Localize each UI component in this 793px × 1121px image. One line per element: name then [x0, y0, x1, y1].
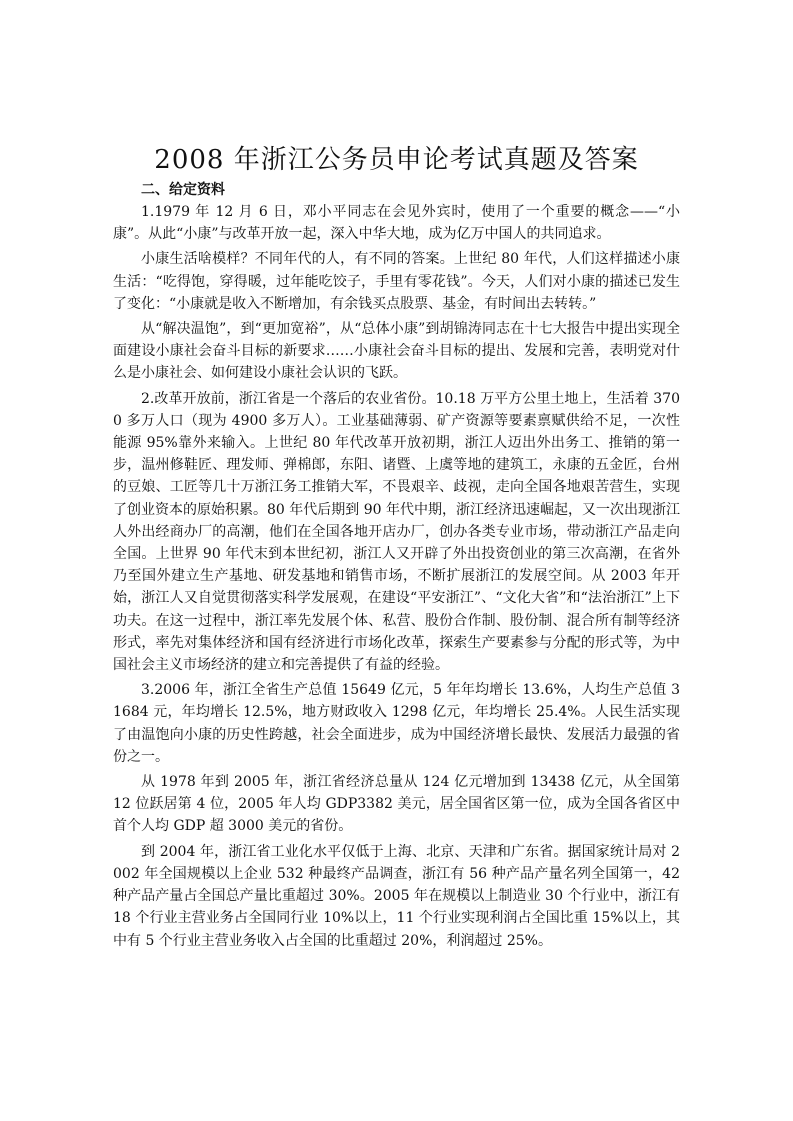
paragraph: 小康生活啥模样？不同年代的人，有不同的答案。上世纪 80 年代，人们这样描述小康生活：“吃得饱，穿得暖，过年能吃饺子，手里有零花钱”。今天，人们对小康的描述已发生了变化：“小康就是收入不断增加，有余钱买点股票、基金，有时间出去转转。” [113, 251, 680, 312]
paragraph: 2.改革开放前，浙江省是一个落后的农业省份。10.18 万平方公里土地上，生活着 3700 多万人口（现为 4900 多万人）。工业基础薄弱、矿产资源等要素禀赋供给不足，一次性能源 95%靠外来输入。上世纪 80 年代改革开放初期，浙江人迈出外出务工、推销的第一步，温州修鞋匠、理发师、弹棉郎，东阳、诸暨、上虞等地的建筑工，永康的五金匠，台州的豆娘、工匠等几十万浙江务工推销大军，不畏艰辛、歧视，走向全国各地艰苦营生，实现了创业资本的原始积累。80 年代后期到 90 年代中期，浙江经济迅速崛起，又一次出现浙江人外出经商办厂的高潮，他们在全国各地开店办厂，创办各类专业市场，带动浙江产品走向全国。上世界 90 年代末到本世纪初，浙江人又开辟了外出投资创业的第三次高潮，在省外乃至国外建立生产基地、研发基地和销售市场，不断扩展浙江的发展空间。从 2003 年开始，浙江人又自觉贯彻落实科学发展观，在建设“平安浙江”、“文化大省”和“法治浙江”上下功夫。在这一过程中，浙江率先发展个体、私营、股份合作制、股份制、混合所有制等经济形式，率先对集体经济和国有经济进行市场化改革，探索生产要素参与分配的形式等，为中国社会主义市场经济的建立和完善提供了有益的经验。 [113, 390, 680, 674]
section-heading: 二、给定资料 [141, 182, 225, 198]
paragraph: 从 1978 年到 2005 年，浙江省经济总量从 124 亿元增加到 13438 亿元，从全国第 12 位跃居第 4 位，2005 年人均 GDP3382 美元，居全国省区第一位，成为全国各省区中首个人均 GDP 超 3000 美元的省份。 [113, 774, 680, 835]
paragraph: 3.2006 年，浙江全省生产总值 15649 亿元，5 年年均增长 13.6%，人均生产总值 31684 元，年均增长 12.5%，地方财政收入 1298 亿元，年均增长 25.4%。人民生活实现了由温饱向小康的历史性跨越，社会全面进步，成为中国经济增长最快、发展活力最强的省份之一。 [113, 682, 680, 765]
paragraph: 从“解决温饱”，到“更加宽裕”，从“总体小康”到胡锦涛同志在十七大报告中提出实现全面建设小康社会奋斗目标的新要求……小康社会奋斗目标的提出、发展和完善，表明党对什么是小康社会、如何建设小康社会认识的飞跃。 [113, 321, 680, 382]
document-title: 2008 年浙江公务员申论考试真题及答案 [154, 145, 639, 175]
paragraph: 到 2004 年，浙江省工业化水平仅低于上海、北京、天津和广东省。据国家统计局对 2002 年全国规模以上企业 532 种最终产品调查，浙江有 56 种产品产量名列全国第一，42 种产品产量占全国总产量比重超过 30%。2005 年在规模以上制造业 30 个行业中，浙江有 18 个行业主营业务占全国同行业 10%以上，11 个行业实现利润占全国比重 15%以上，其中有 5 个行业主营业务收入占全国的比重超过 20%，利润超过 25%。 [113, 843, 680, 949]
document-page [113, 143, 680, 955]
paragraph: 1.1979 年 12 月 6 日，邓小平同志在会见外宾时，使用了一个重要的概念——“小康”。从此“小康”与改革开放一起，深入中华大地，成为亿万中国人的共同追求。 [113, 204, 680, 243]
